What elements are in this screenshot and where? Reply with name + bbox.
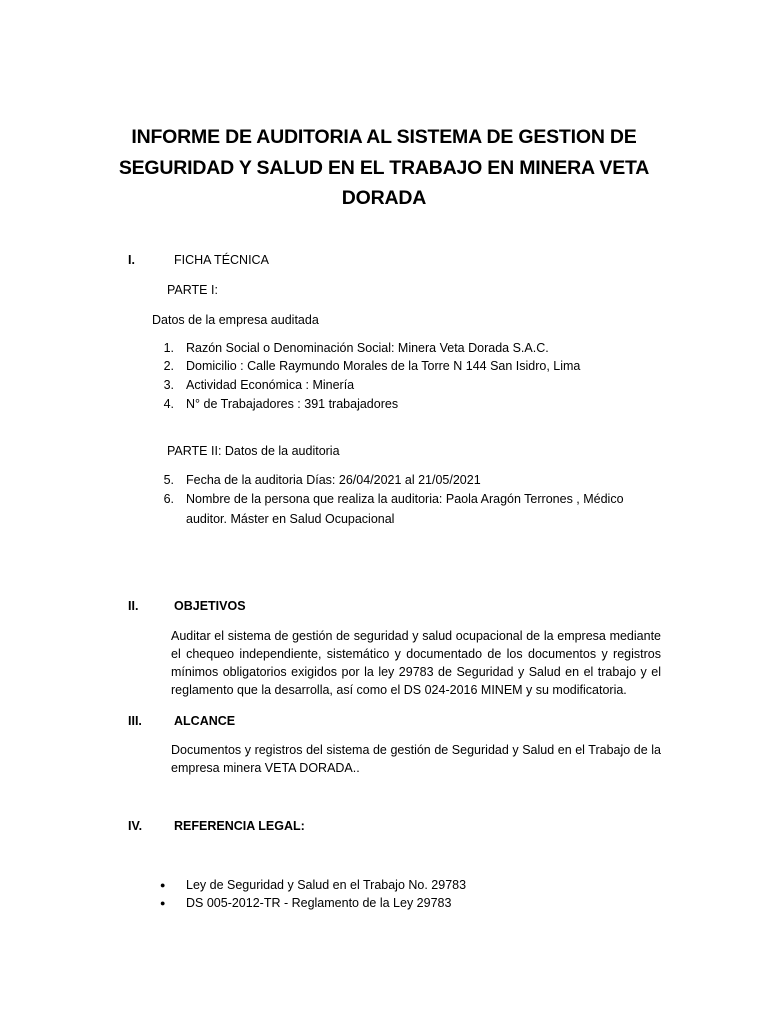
section-numeral-2: II. [128, 599, 139, 613]
section-numeral-1: I. [128, 253, 135, 267]
list-item-text-continuation: auditor. Máster en Salud Ocupacional [186, 512, 395, 526]
list-item-text: DS 005-2012-TR - Reglamento de la Ley 29783 [186, 896, 452, 910]
parte2-label: PARTE II: Datos de la auditoria [167, 444, 340, 458]
list-item-text: N° de Trabajadores : 391 trabajadores [186, 397, 399, 411]
list-item-text: Fecha de la auditoria Días: 26/04/2021 al 21/05/2021 [186, 473, 481, 487]
section-heading-ficha-tecnica: FICHA TÉCNICA [174, 253, 269, 267]
parte1-subtitle: Datos de la empresa auditada [152, 313, 319, 327]
list-item-text: Ley de Seguridad y Salud en el Trabajo No. 29783 [186, 878, 467, 892]
list-item-text: Domicilio : Calle Raymundo Morales de la Torre N 144 San Isidro, Lima [186, 359, 581, 373]
bullet-icon: ● [160, 880, 166, 890]
bullet-icon: ● [160, 898, 166, 908]
parte1-label: PARTE I: [167, 283, 218, 297]
list-item-number: 6. [163, 492, 174, 506]
list-item-number: 2. [163, 359, 174, 373]
list-item-text: Nombre de la persona que realiza la auditoria: Paola Aragón Terrones , Médico [186, 492, 624, 506]
objetivos-paragraph: Auditar el sistema de gestión de seguridad y salud ocupacional de la empresa mediante el chequeo independiente, sistemático y documentado de los documentos y registros mínimos obligatorios exigidos por la ley 29783 de Seguridad y Salud en el trabajo y el reglamento que la desarrolla, así como el DS 024-2016 MINEM y su modificatoria. [171, 629, 661, 697]
section-heading-alcance: ALCANCE [174, 714, 236, 728]
section-numeral-3: III. [128, 714, 142, 728]
list-item-number: 3. [163, 378, 174, 392]
list-item-text: Razón Social o Denominación Social: Minera Veta Dorada S.A.C. [186, 341, 549, 355]
list-item-number: 4. [163, 397, 174, 411]
document-title: INFORME DE AUDITORIA AL SISTEMA DE GESTION DE SEGURIDAD Y SALUD EN EL TRABAJO EN MINERA VETA DORADA [118, 126, 650, 209]
alcance-paragraph: Documentos y registros del sistema de gestión de Seguridad y Salud en el Trabajo de la empresa minera VETA DORADA.. [171, 743, 661, 775]
section-heading-objetivos: OBJETIVOS [174, 599, 246, 613]
list-item-text: Actividad Económica : Minería [186, 378, 355, 392]
list-item-number: 1. [163, 341, 174, 355]
list-item-number: 5. [163, 473, 174, 487]
section-numeral-4: IV. [128, 819, 143, 833]
section-heading-referencia-legal: REFERENCIA LEGAL: [174, 819, 305, 833]
